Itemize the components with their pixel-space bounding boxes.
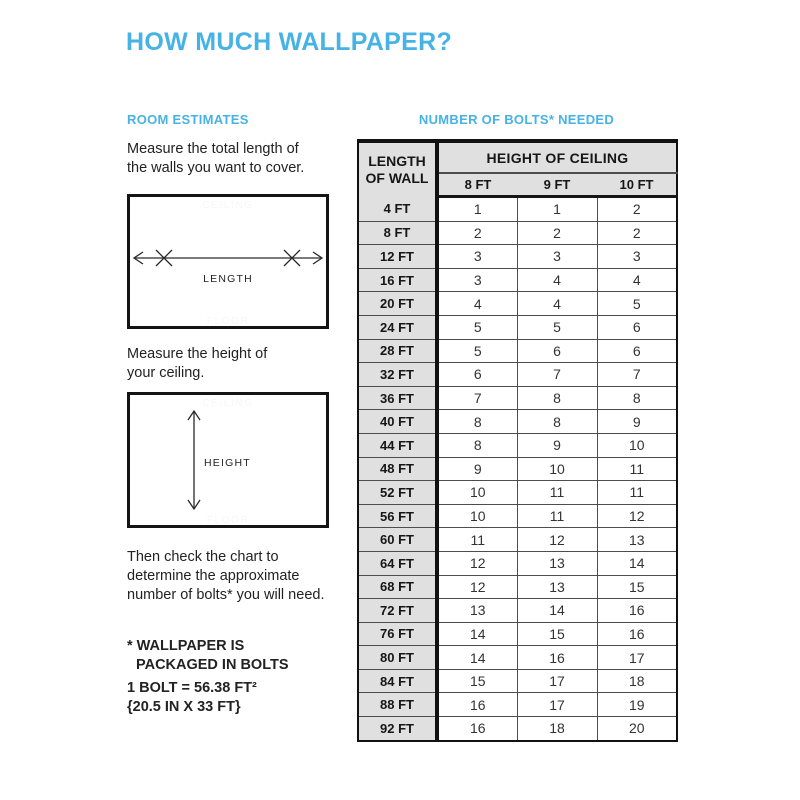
table-row xyxy=(358,599,677,623)
bolt-count-cell: 7 xyxy=(517,363,597,387)
height-col-9ft: 9 FT xyxy=(517,173,597,197)
table-row xyxy=(358,575,677,599)
room-height-diagram xyxy=(127,392,329,528)
ceiling-label: CEILING xyxy=(202,398,254,409)
bolt-count-cell: 7 xyxy=(597,363,677,387)
bolt-spec-note xyxy=(127,679,257,717)
wall-length-cell: 80 FT xyxy=(358,646,437,670)
bolt-count-cell: 11 xyxy=(597,481,677,505)
table-row xyxy=(358,363,677,387)
step3-text xyxy=(127,548,324,605)
wall-length-cell: 52 FT xyxy=(358,481,437,505)
bolt-count-cell: 11 xyxy=(517,481,597,505)
bolt-count-cell: 9 xyxy=(517,433,597,457)
wall-length-cell: 8 FT xyxy=(358,221,437,245)
bolt-count-cell: 11 xyxy=(437,528,517,552)
bolt-count-cell: 6 xyxy=(437,363,517,387)
step2-line2: your ceiling. xyxy=(127,365,205,381)
ceiling-label: CEILING xyxy=(202,200,254,211)
bolt-count-cell: 8 xyxy=(437,433,517,457)
bolt-count-cell: 10 xyxy=(517,457,597,481)
wall-length-cell: 24 FT xyxy=(358,315,437,339)
table-row xyxy=(358,268,677,292)
length-of-wall-header xyxy=(358,141,437,197)
bolt-count-cell: 3 xyxy=(437,245,517,269)
table-row xyxy=(358,693,677,717)
bolt-count-cell: 12 xyxy=(437,575,517,599)
bolt-count-cell: 19 xyxy=(597,693,677,717)
step3-line3: number of bolts* you will need. xyxy=(127,587,325,603)
bolt-count-cell: 16 xyxy=(597,622,677,646)
table-row xyxy=(358,197,677,222)
bolt-count-cell: 2 xyxy=(597,197,677,222)
footnote-line2: PACKAGED IN BOLTS xyxy=(136,657,289,673)
length-dimension-label: LENGTH xyxy=(203,273,253,285)
height-col-8ft: 8 FT xyxy=(437,173,517,197)
bolt-count-cell: 13 xyxy=(517,575,597,599)
table-row xyxy=(358,528,677,552)
length-of-wall-line1: LENGTH xyxy=(368,152,426,169)
bolt-count-cell: 4 xyxy=(517,292,597,316)
wall-length-cell: 72 FT xyxy=(358,599,437,623)
bolt-count-cell: 8 xyxy=(517,410,597,434)
table-row xyxy=(358,410,677,434)
bolt-count-cell: 9 xyxy=(437,457,517,481)
wall-length-cell: 4 FT xyxy=(358,197,437,222)
bolts-needed-heading: NUMBER OF BOLTS* NEEDED xyxy=(418,112,615,127)
table-row xyxy=(358,551,677,575)
wall-length-cell: 36 FT xyxy=(358,386,437,410)
bolt-count-cell: 7 xyxy=(437,386,517,410)
bolt-count-cell: 10 xyxy=(437,504,517,528)
table-row xyxy=(358,433,677,457)
bolt-count-cell: 12 xyxy=(437,551,517,575)
bolt-spec-line2: {20.5 IN X 33 FT} xyxy=(127,699,241,715)
bolt-count-cell: 13 xyxy=(517,551,597,575)
step1-line1: Measure the total length of xyxy=(127,141,299,157)
wall-length-cell: 84 FT xyxy=(358,669,437,693)
table-row xyxy=(358,292,677,316)
length-of-wall-line2: OF WALL xyxy=(365,169,429,186)
step1-text xyxy=(127,140,304,178)
bolt-count-cell: 12 xyxy=(517,528,597,552)
wall-length-cell: 32 FT xyxy=(358,363,437,387)
step3-line2: determine the approximate xyxy=(127,568,300,584)
bolt-count-cell: 18 xyxy=(597,669,677,693)
bolt-count-cell: 3 xyxy=(597,245,677,269)
wall-length-cell: 88 FT xyxy=(358,693,437,717)
step2-line1: Measure the height of xyxy=(127,346,268,362)
bolt-count-cell: 14 xyxy=(437,646,517,670)
table-row xyxy=(358,221,677,245)
bolt-count-cell: 12 xyxy=(597,504,677,528)
table-row xyxy=(358,481,677,505)
wall-length-cell: 64 FT xyxy=(358,551,437,575)
bolt-count-cell: 4 xyxy=(517,268,597,292)
bolt-count-cell: 8 xyxy=(437,410,517,434)
bolt-count-cell: 20 xyxy=(597,717,677,741)
bolt-count-cell: 15 xyxy=(437,669,517,693)
bolt-spec-line1: 1 BOLT = 56.38 FT² xyxy=(127,680,257,696)
room-length-diagram xyxy=(127,194,329,329)
bolt-count-cell: 2 xyxy=(437,221,517,245)
wall-length-cell: 68 FT xyxy=(358,575,437,599)
wall-length-cell: 20 FT xyxy=(358,292,437,316)
bolt-count-cell: 4 xyxy=(437,292,517,316)
bolt-count-cell: 3 xyxy=(517,245,597,269)
bolt-count-cell: 6 xyxy=(597,339,677,363)
bolt-count-cell: 5 xyxy=(597,292,677,316)
bolt-count-cell: 13 xyxy=(597,528,677,552)
bolt-count-cell: 15 xyxy=(517,622,597,646)
wall-length-cell: 44 FT xyxy=(358,433,437,457)
bolt-count-cell: 5 xyxy=(437,339,517,363)
wall-length-cell: 48 FT xyxy=(358,457,437,481)
bolt-count-cell: 10 xyxy=(597,433,677,457)
bolt-count-cell: 5 xyxy=(437,315,517,339)
diagram-frame xyxy=(129,196,328,328)
height-dimension-label: HEIGHT xyxy=(204,457,251,469)
room-estimates-heading: ROOM ESTIMATES xyxy=(127,112,249,127)
table-row xyxy=(358,504,677,528)
bolt-count-cell: 8 xyxy=(517,386,597,410)
bolt-count-cell: 14 xyxy=(517,599,597,623)
bolt-count-cell: 17 xyxy=(517,669,597,693)
bolt-count-cell: 2 xyxy=(597,221,677,245)
wall-length-cell: 76 FT xyxy=(358,622,437,646)
wallpaper-bolts-footnote xyxy=(127,637,289,675)
table-header-row xyxy=(358,141,677,173)
bolt-count-cell: 11 xyxy=(597,457,677,481)
bolt-count-cell: 18 xyxy=(517,717,597,741)
bolt-count-cell: 2 xyxy=(517,221,597,245)
step1-line2: the walls you want to cover. xyxy=(127,160,305,176)
bolt-count-cell: 3 xyxy=(437,268,517,292)
bolt-count-cell: 4 xyxy=(597,268,677,292)
table-row xyxy=(358,717,677,741)
floor-label: FLOOR xyxy=(206,316,250,327)
wall-length-cell: 16 FT xyxy=(358,268,437,292)
wall-length-cell: 12 FT xyxy=(358,245,437,269)
bolts-table xyxy=(357,139,678,742)
footnote-line1: * WALLPAPER IS xyxy=(127,638,245,654)
bolt-count-cell: 5 xyxy=(517,315,597,339)
bolt-count-cell: 14 xyxy=(437,622,517,646)
bolt-count-cell: 16 xyxy=(437,693,517,717)
bolts-table-body xyxy=(358,197,677,741)
bolt-count-cell: 8 xyxy=(597,386,677,410)
bolt-count-cell: 1 xyxy=(437,197,517,222)
bolt-count-cell: 16 xyxy=(437,717,517,741)
table-row xyxy=(358,646,677,670)
bolt-count-cell: 6 xyxy=(517,339,597,363)
table-row xyxy=(358,386,677,410)
bolt-count-cell: 9 xyxy=(597,410,677,434)
wall-length-cell: 92 FT xyxy=(358,717,437,741)
bolt-count-cell: 10 xyxy=(437,481,517,505)
bolt-count-cell: 14 xyxy=(597,551,677,575)
bolt-count-cell: 17 xyxy=(597,646,677,670)
bolt-count-cell: 11 xyxy=(517,504,597,528)
wall-length-cell: 60 FT xyxy=(358,528,437,552)
page-title: HOW MUCH WALLPAPER? xyxy=(126,28,453,56)
step2-text xyxy=(127,345,267,383)
table-row xyxy=(358,315,677,339)
bolt-count-cell: 13 xyxy=(437,599,517,623)
bolt-count-cell: 16 xyxy=(517,646,597,670)
bolt-count-cell: 6 xyxy=(597,315,677,339)
table-row xyxy=(358,245,677,269)
bolt-count-cell: 16 xyxy=(597,599,677,623)
wall-length-cell: 40 FT xyxy=(358,410,437,434)
table-row xyxy=(358,622,677,646)
table-row xyxy=(358,339,677,363)
table-row xyxy=(358,457,677,481)
bolt-count-cell: 15 xyxy=(597,575,677,599)
step3-line1: Then check the chart to xyxy=(127,549,279,565)
wall-length-cell: 56 FT xyxy=(358,504,437,528)
bolt-count-cell: 17 xyxy=(517,693,597,717)
bolt-count-cell: 1 xyxy=(517,197,597,222)
height-col-10ft: 10 FT xyxy=(597,173,677,197)
floor-label: FLOOR xyxy=(206,515,250,526)
height-of-ceiling-header: HEIGHT OF CEILING xyxy=(437,141,677,173)
table-row xyxy=(358,669,677,693)
wall-length-cell: 28 FT xyxy=(358,339,437,363)
